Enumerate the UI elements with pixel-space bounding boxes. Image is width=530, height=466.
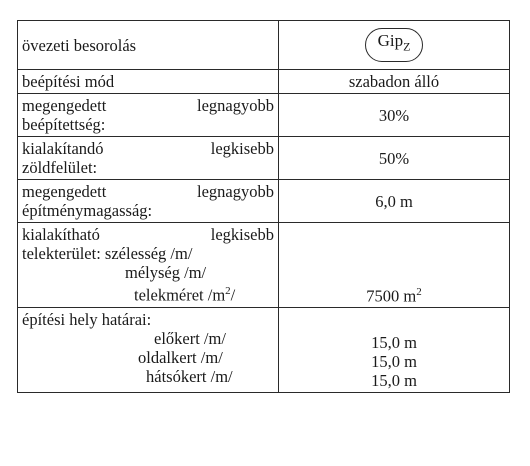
label-line: beépítettség: <box>22 115 106 134</box>
zoning-classification-value <box>279 21 510 70</box>
table-row <box>18 70 510 94</box>
building-site-limits-values <box>279 308 510 393</box>
building-mode-value: szabadon álló <box>279 70 510 94</box>
max-building-height-label <box>18 180 279 223</box>
max-building-height-value: 6,0 m <box>279 180 510 223</box>
rear-yard-value: 15,0 m <box>371 371 417 390</box>
plot-size-text: telekméret /m <box>134 285 226 305</box>
min-plot-area-label <box>18 223 279 308</box>
table-row <box>18 308 510 393</box>
table-row <box>18 223 510 308</box>
max-built-coverage-label <box>18 94 279 137</box>
building-mode-label: beépítési mód <box>18 70 279 94</box>
label-line: mélység /m/ <box>125 263 207 282</box>
label-line <box>22 282 274 305</box>
front-yard-value: 15,0 m <box>371 333 417 352</box>
zone-code-main: Gip <box>377 31 404 51</box>
table-row <box>18 180 510 223</box>
min-green-area-label <box>18 137 279 180</box>
plot-size-value: 7500 m <box>366 286 417 305</box>
zone-code-badge <box>365 28 424 61</box>
plot-size-value-superscript: 2 <box>416 285 422 298</box>
label-line: építménymagasság: <box>22 201 153 220</box>
label-line: előkert /m/ <box>154 329 226 348</box>
label-line: megengedett legnagyobb <box>22 182 274 201</box>
label-line: megengedett legnagyobb <box>22 96 274 115</box>
label-line: oldalkert /m/ <box>138 348 223 367</box>
label-line: hátsókert /m/ <box>146 367 233 386</box>
table-row <box>18 137 510 180</box>
zoning-classification-label: övezeti besorolás <box>18 21 279 70</box>
min-green-area-value: 50% <box>279 137 510 180</box>
zoning-regulations-table <box>17 20 510 393</box>
plot-size-slash: / <box>230 285 236 305</box>
label-line: kialakítandó legkisebb <box>22 139 274 158</box>
label-line: kialakítható legkisebb <box>22 225 274 244</box>
plot-size-superscript: 2 <box>225 285 231 297</box>
building-site-limits-label <box>18 308 279 393</box>
zone-code-subscript: Z <box>403 39 411 54</box>
table-row <box>18 94 510 137</box>
side-yard-value: 15,0 m <box>371 352 417 371</box>
label-line: építési hely határai: <box>22 310 152 329</box>
min-plot-area-value <box>279 223 510 308</box>
max-built-coverage-value: 30% <box>279 94 510 137</box>
label-line: zöldfelület: <box>22 158 98 177</box>
label-line: telekterület: szélesség /m/ <box>22 244 193 263</box>
table-row <box>18 21 510 70</box>
